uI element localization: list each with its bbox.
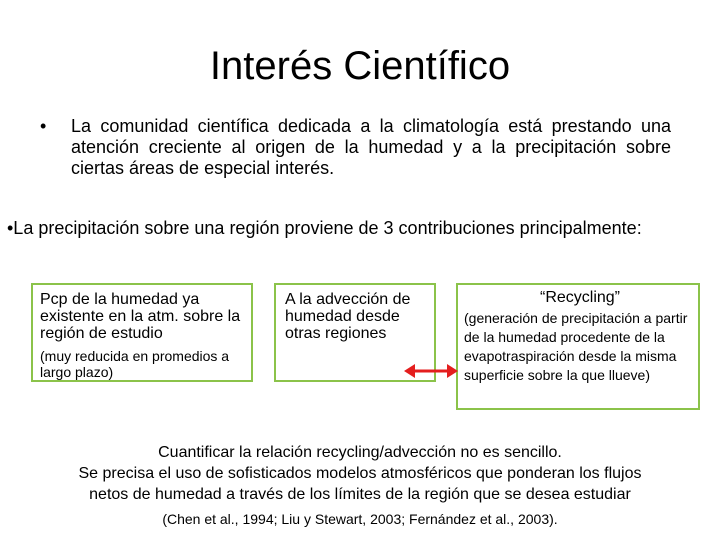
conclusion-line-1: Cuantificar la relación recycling/advección no es sencillo.: [158, 444, 562, 461]
box-main-text: Pcp de la humedad ya existente en la atm. sobre la región de estudio: [40, 291, 241, 342]
arrow-head-left: [404, 364, 415, 378]
slide-title: Interés Científico: [209, 44, 511, 88]
contribution-box-existing-moisture: [31, 283, 253, 382]
arrow-head-right: [447, 364, 458, 378]
bullet-text-1: La comunidad científica dedicada a la climatología está prestando una atención creciente al origen de la humedad y a la precipitación sobre ciertas áreas de especial interés.: [71, 116, 671, 178]
box-title: “Recycling”: [539, 289, 620, 306]
contribution-box-recycling: [456, 283, 700, 410]
bullet-marker: •: [40, 116, 47, 136]
box-main-text: A la advección de humedad desde otras regiones: [285, 291, 411, 342]
citation-text: (Chen et al., 1994; Liu y Stewart, 2003; Fernández et al., 2003).: [162, 511, 558, 527]
conclusion-line-3: netos de humedad a través de los límites de la región que se desea estudiar: [89, 486, 631, 503]
double-arrow-icon: [404, 361, 458, 381]
conclusion-text: [0, 442, 720, 505]
bullet-paragraph-2: •La precipitación sobre una región proviene de 3 contribuciones principalmente:: [7, 218, 642, 238]
box-sub-text: (muy reducida en promedios a largo plazo): [40, 348, 230, 380]
conclusion-line-2: Se precisa el uso de sofisticados modelos atmosféricos que ponderan los flujos: [78, 465, 642, 482]
box-sub-text: (generación de precipitación a partir de la humedad procedente de la evapotraspiración desde la misma superficie sobre la que llueve): [464, 310, 688, 383]
